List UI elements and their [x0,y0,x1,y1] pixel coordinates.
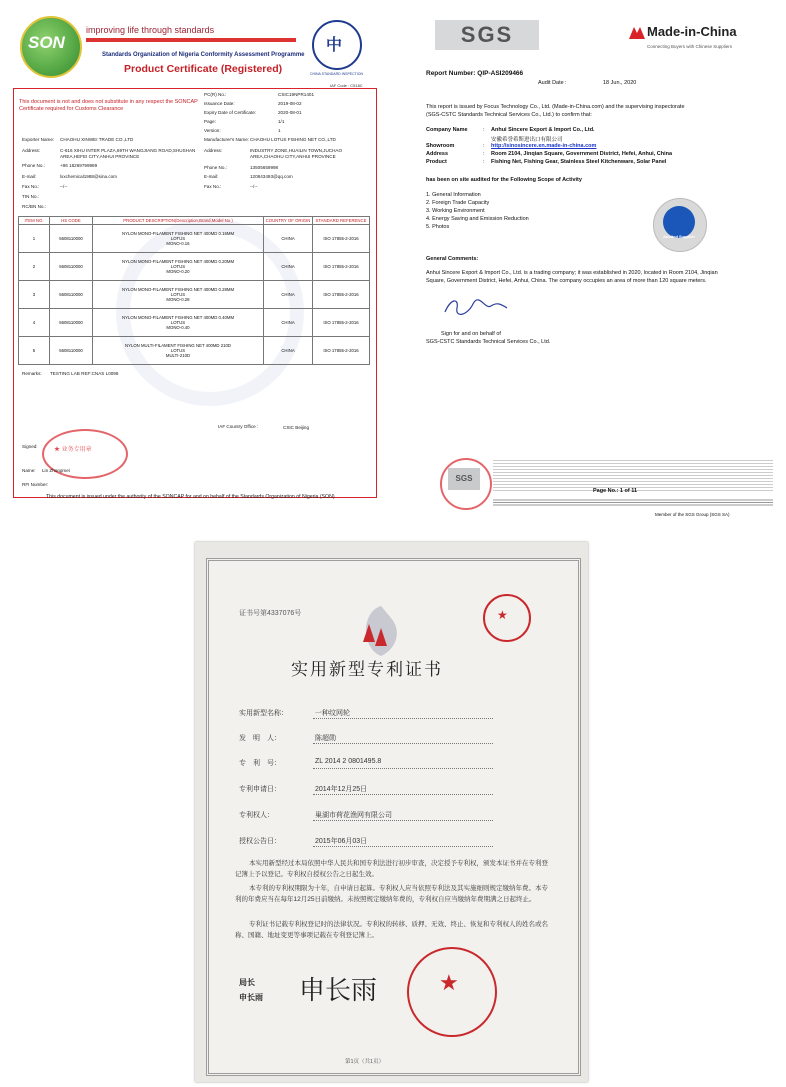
desc-line: MONO-0.20 [166,269,190,274]
csi-emblem-glyph: 中 [326,37,343,54]
exporter-phone-label: Phone No.: [22,163,45,168]
audit-date-label: Audit Date [538,80,564,86]
patent-title: 实用新型专利证书 [291,660,443,680]
manufacturer-email: 120843493@qq.com [250,174,293,179]
desc-cell [93,281,264,309]
page-footer: 第1页（共1页） [345,1059,385,1065]
hs-cell: 5608110000 [50,309,93,337]
remarks-label: Remarks: [22,371,42,376]
badge-text: Audited Supplier [663,234,695,239]
manufacturer-fax-label: Fax No.: [204,184,222,189]
issuance-label: Issuance Date: [204,101,235,106]
son-organization: Standards Organization of Nigeria Conformity Assessment Programme [102,52,305,58]
origin-cell: CHINA [264,337,313,365]
made-in-china-brand: Made-in-China [647,24,737,39]
signed-label: Signed: [22,444,38,449]
exporter-value: CHAOHU XINWEI TRADE CO.,LTD [60,137,134,142]
expiry-value: 2020-08-01 [278,110,302,115]
csi-name: CHINA STANDARD INSPECTION [310,72,364,76]
desc-line: NYLON MONO-FILAMENT FISHING NET 400MD 0.28MM [121,287,235,292]
desc-line: NYLON MONO-FILAMENT FISHING NET 400MD 0.16MM [121,231,235,236]
scope-item: 4. Energy Saving and Emission Reduction [426,216,529,222]
body-paragraph: 本专利的专利权期限为十年，自申请日起算。专利权人应当依照专利法及其实施细则规定缴纳年费。本专利的年费应当在每年12月25日前缴纳。未按照规定缴纳年费的，专利权自应当缴纳年费期满之日起终止。 [235,885,548,903]
scope-item: 5. Photos [426,224,450,230]
manufacturer-email-label: E-mail: [204,174,219,179]
sign-line-2: SGS-CSTC Standards Technical Services Co., Ltd. [426,339,551,345]
patent-office-logo-icon [351,602,411,660]
iaf-code: IAF Code : C518C [330,83,363,88]
made-in-china-tagline: Connecting Buyers with Chinese Suppliers [647,44,733,49]
origin-cell: CHINA [264,309,313,337]
inventor-label: 发 明 人： [239,735,281,742]
remarks-value: TESTING LAB REF:CNAS L0098 [50,371,119,376]
product-table [18,216,370,365]
exporter-address: C-616 XIHU INTER PLAZA,69TH WANGJIANG ROAD,SHUSHAN AREA,HEFEI CITY,ANHUI PROVINCE [60,148,196,159]
manufacturer-address-label: Address: [204,148,223,153]
owner-value: 巢湖市荷花渔网有限公司 [315,812,392,819]
sgs-report [393,6,781,526]
table-row [19,225,370,253]
comment-line-1: Anhui Sincere Export & Import Co., Ltd. is a trading company; it was established in 2020, located in Room 2104, Jinqian [426,270,718,276]
company-cn: 安徽希誉希斯进出口有限公司 [491,137,563,143]
manufacturer-phone-label: Phone No.: [204,165,227,170]
grant-value: 2015年06月03日 [315,838,368,845]
origin-cell: CHINA [264,281,313,309]
exporter-fax: --/-- [60,184,68,189]
expiry-label: Expiry Date of Certificate: [204,110,257,115]
desc-line: LOTUS [170,236,186,241]
showroom-link[interactable]: http://sinosincere.en.made-in-china.com [491,143,597,149]
exporter-fax-label: Fax No.: [22,184,40,189]
report-number: Report Number: QIP-ASI209466 [426,70,524,77]
item-cell: 1 [19,225,50,253]
tagline-bar [86,38,296,42]
hs-cell: 5608110000 [50,281,93,309]
desc-line: LOTUS [170,292,186,297]
std-cell: ISO 17855-2-2016 [313,253,370,281]
item-cell: 5 [19,337,50,365]
manufacturer-phone: 13505659998 [250,165,279,170]
field-underline [313,846,493,847]
desc-line: NYLON MONO-FILAMENT FISHING NET 400MD 0.20MM [121,259,235,264]
intro-line-2: (SGS-CSTC Standards Technical Services Co., Ltd.) to confirm that: [426,112,592,118]
rfi-label: RFI Number: [22,482,49,487]
pc-no-label: PC(R) No.: [204,92,227,97]
patent-no-label: 专 利 号： [239,760,281,767]
table-row [19,337,370,365]
desc-line: LOTUS [170,348,186,353]
showroom-sep: : [483,143,485,149]
showroom-label: Showroom [426,143,455,149]
origin-cell: CHINA [264,225,313,253]
origin-cell: CHINA [264,253,313,281]
product-value: Fishing Net, Fishing Gear, Stainless Steel Kitchenware, Solar Panel [491,159,667,165]
manufacturer-label: Manufacturer's Name: [204,137,250,142]
sgs-member: Member of the SGS Group (SGS SA) [655,512,730,517]
desc-line: MONO-0.40 [166,325,190,330]
iaf-country-label: IAF Country Office : [218,424,259,429]
name-value: 一种纹网轮 [315,710,350,717]
filing-value: 2014年12月25日 [315,786,368,793]
col-hs: HS CODE [50,217,93,225]
director-title: 局长 [239,978,255,987]
std-cell: ISO 17855-2-2016 [313,337,370,365]
director-signature: 申长雨 [299,976,378,1006]
son-tagline: improving life through standards [86,25,215,35]
exporter-phone: +86 18269799989 [60,163,98,168]
desc-line: MONO-0.16 [166,241,190,246]
body-paragraph: 专利证书记载专利权登记时的法律状况。专利权的转移、质押、无效、终止、恢复和专利权人的姓名或名称、国籍、地址变更等事项记载在专利登记簿上。 [235,921,548,939]
audit-date-value: 18 Jun., 2020 [603,80,637,86]
audit-date-sep: : [565,80,567,86]
version-label: Version: [204,128,221,133]
scope-title: has been on site audited for the Following Scope of Activity [426,177,582,183]
desc-cell [93,253,264,281]
address-sep: : [483,151,485,157]
scope-item: 3. Working Environment [426,208,485,214]
patent-no-value: ZL 2014 2 0801495.8 [315,758,382,765]
field-underline [313,794,493,795]
page-value: 1/1 [278,119,285,124]
table-header-row [19,217,370,225]
page-number: Page No.: 1 of 11 [593,488,638,494]
certificate-number: 证书号第4337076号 [239,610,302,617]
scope-item: 1. General Information [426,192,481,198]
manufacturer-fax: --/-- [250,184,258,189]
intro-line-1: This report is issued by Focus Technology Co., Ltd. (Made-in-China.com) and the supervising inspectorate [426,104,685,110]
owner-label: 专利权人： [239,812,274,819]
col-origin: COUNTRY OF ORIGIN [264,217,313,225]
signature-icon [441,294,511,320]
item-cell: 3 [19,281,50,309]
body-paragraph: 本实用新型经过本局依照中华人民共和国专利法进行初步审查，决定授予专利权，颁发本证书并在专利登记簿上予以登记。专利权自授权公告之日起生效。 [235,860,548,878]
patent-certificate [195,542,588,1082]
exporter-label: Exporter Name: [22,137,55,142]
exporter-address-label: Address: [22,148,41,153]
sgs-logo: SGS [435,20,539,50]
product-label: Product [426,159,447,165]
company-en: Anhui Sincere Export & Import Co., Ltd. [491,127,595,133]
col-desc: PRODUCT DESCRIPTION(Description,Brand,Model No.) [93,217,264,225]
table-row [19,253,370,281]
filing-label: 专利申请日： [239,786,281,793]
page-label: Page: [204,119,217,124]
pc-no-value: CSIC19NPR1401 [278,92,315,97]
address-value: Room 2104, Jinqian Square, Government District, Hefei, Anhui, China [491,151,673,157]
desc-cell [93,225,264,253]
std-cell: ISO 17855-2-2016 [313,309,370,337]
item-cell: 4 [19,309,50,337]
exporter-email-label: E-mail: [22,174,37,179]
name-label: 实用新型名称： [239,710,288,717]
desc-line: MULTI-210D [165,353,191,358]
contact-bar [493,498,773,506]
manufacturer-address: INDUSTRY ZONE,HUAILIN TOWN,JUCHAO AREA,CHAOHU CITY,ANHUI PROVINCE [250,148,343,159]
version-value: 1 [278,128,281,133]
product-sep: : [483,159,485,165]
desc-line: LOTUS [170,264,186,269]
sgs-seal-logo: SGS [448,468,480,490]
hs-cell: 5608110000 [50,337,93,365]
desc-line: NYLON MULTI-FILAMENT FISHING NET 400MD 210D [124,343,231,348]
std-cell: ISO 17855-2-2016 [313,281,370,309]
desc-line: MONO-0.28 [166,297,190,302]
grant-label: 授权公告日： [239,838,281,845]
seal-stamp-star: ★ [497,608,508,622]
desc-line: LOTUS [170,320,186,325]
sign-line-1: Sign for and on behalf of [441,331,501,337]
item-cell: 2 [19,253,50,281]
desc-cell [93,337,264,365]
table-row [19,281,370,309]
address-label: Address [426,151,449,157]
scope-item: 2. Foreign Trade Capacity [426,200,490,206]
issuance-value: 2019-08-02 [278,101,302,106]
made-in-china-icon [629,25,645,39]
iaf-country-value: CSIC Beijing [283,425,310,430]
tin-label: TIN No.: [22,194,40,199]
comments-title: General Comments: [426,256,479,262]
name-value: Lin Zhongmei [42,468,70,473]
desc-cell [93,309,264,337]
table-row [19,309,370,337]
field-underline [313,718,493,719]
director-name-label: 申长雨 [239,993,263,1002]
exporter-email: lxxchemical1988@sina.com [60,174,118,179]
hs-cell: 5608110000 [50,253,93,281]
field-underline [313,820,493,821]
comment-line-2: Square, Government District, Hefei, Anhui, China. The company occupies an area of more than 120 square meters. [426,278,707,284]
std-cell: ISO 17855-2-2016 [313,225,370,253]
national-seal-emblem: ★ [439,970,459,995]
terms-fine-print [493,458,773,492]
hs-cell: 5608110000 [50,225,93,253]
manufacturer-value: CHAOHU LOTUS FISHING NET CO.,LTD [250,137,336,142]
rc-label: RC/BN No.: [22,204,46,209]
col-item: ITEM NO. [19,217,50,225]
son-logo-text: SON [28,33,65,52]
field-underline [313,768,493,769]
soncap-certificate [6,6,382,502]
company-sep: : [483,127,485,133]
stamp-glyphs: ★ 业务专用章 [54,447,92,453]
son-footer: This document is issued under the authority of the SONCAP for and on behalf of the Standards Organization of Nigeria (SON) [46,494,335,500]
customs-warning: This document is not and does not substitute in any respect the SONCAP Certificate required for Customs Clearance [19,99,198,112]
desc-line: NYLON MONO-FILAMENT FISHING NET 400MD 0.40MM [121,315,235,320]
certificate-title: Product Certificate (Registered) [124,63,283,75]
col-standard: STANDARD REFERENCE [313,217,370,225]
field-underline [313,743,493,744]
inventor-value: 陈超勋 [315,735,336,742]
company-label: Company Name [426,127,468,133]
name-label: Name: [22,468,36,473]
